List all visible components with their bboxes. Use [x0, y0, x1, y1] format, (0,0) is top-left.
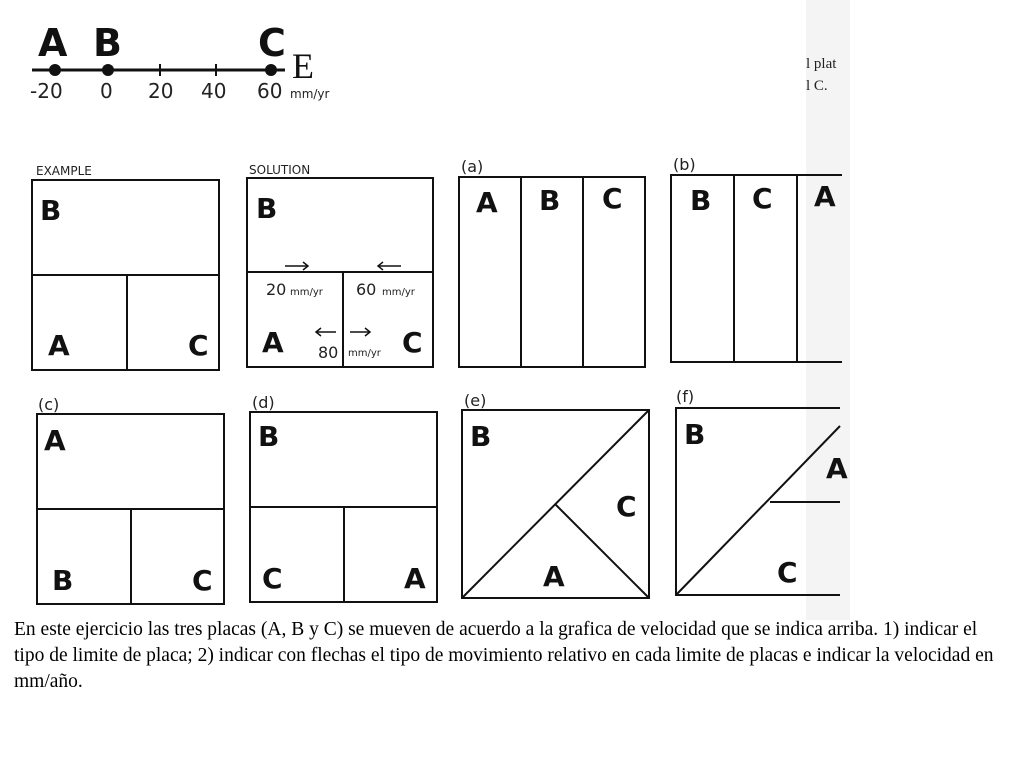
plate-boundary: [676, 426, 840, 595]
rate-label: 20: [266, 280, 287, 299]
scale-tick-label: 20: [148, 79, 174, 103]
plate-label: C: [262, 562, 283, 595]
plate-label: C: [752, 182, 773, 215]
rate-label: 80: [318, 343, 339, 362]
rate-unit: mm/yr: [290, 287, 323, 298]
plate-label: C: [602, 182, 623, 215]
plate-label: B: [470, 420, 492, 453]
scale-label-c: C: [258, 21, 286, 65]
panel-title-d: (d): [252, 393, 275, 412]
panel-title-e: (e): [464, 391, 487, 410]
scale-tick-label: 0: [100, 79, 113, 103]
plate-label: B: [684, 418, 706, 451]
scale-point-a: [49, 64, 61, 76]
plate-label: C: [402, 326, 423, 359]
exercise-caption: En este ejercicio las tres placas (A, B y C) se mueven de acuerdo a la grafica de velocidad que se indica arriba. 1) indicar el tipo de limite de placa; 2) indicar con flechas el tipo de movimiento relativo en cada limite de placas e indicar la velocidad en mm/año.: [14, 619, 994, 692]
edge-text-2: l C.: [806, 78, 828, 94]
edge-text-1: l plat: [806, 56, 837, 72]
plate-label: A: [543, 560, 565, 593]
rate-label: 60: [356, 280, 377, 299]
rate-unit: mm/yr: [382, 287, 415, 298]
panel-title-c: (c): [38, 395, 60, 414]
scale-point-b: [102, 64, 114, 76]
panel-title-b: (b): [673, 155, 696, 174]
velocity-scale: [30, 21, 330, 103]
scale-point-c: [265, 64, 277, 76]
plate-label: B: [539, 184, 561, 217]
plate-label: C: [192, 564, 213, 597]
plate-label: B: [52, 564, 74, 597]
scale-unit: mm/yr: [290, 87, 330, 101]
plate-label: A: [262, 326, 284, 359]
panel-title-f: (f): [676, 387, 695, 406]
plate-label: A: [826, 452, 848, 485]
plate-label: B: [256, 192, 278, 225]
plate-label: C: [777, 556, 798, 589]
scale-label-a: A: [38, 21, 68, 65]
scale-label-b: B: [93, 21, 122, 65]
panel-title-solution: SOLUTION: [249, 163, 311, 177]
plate-label: A: [48, 329, 70, 362]
plate-label: C: [616, 490, 637, 523]
plate-label: A: [814, 180, 836, 213]
plate-label: B: [258, 420, 280, 453]
scale-tick-label: 40: [201, 79, 227, 103]
scale-tick-label: 60: [257, 79, 283, 103]
plate-label: A: [404, 562, 426, 595]
rate-unit: mm/yr: [348, 348, 381, 359]
plate-label: B: [690, 184, 712, 217]
panel-title-example: EXAMPLE: [36, 164, 92, 178]
plate-label: A: [476, 186, 498, 219]
plate-label: A: [44, 424, 66, 457]
plate-label: B: [40, 194, 62, 227]
direction-label: E: [292, 46, 314, 86]
plate-label: C: [188, 329, 209, 362]
panel-title-a: (a): [461, 157, 484, 176]
scale-tick-label: -20: [30, 79, 63, 103]
